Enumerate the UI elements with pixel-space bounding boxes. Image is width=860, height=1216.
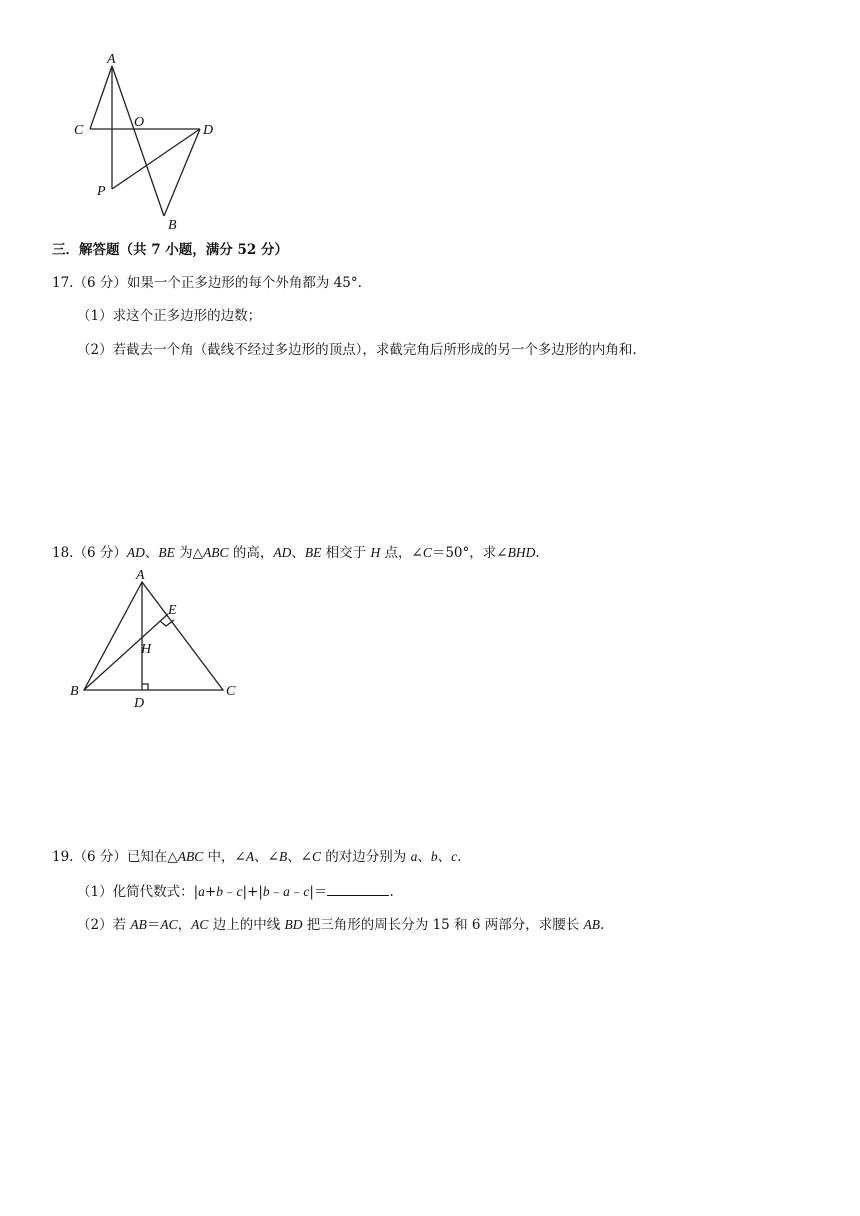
right-angle-mark-e	[160, 620, 174, 626]
question-number: 19.	[52, 849, 74, 865]
label-p: P	[97, 184, 106, 199]
label-h: H	[141, 642, 152, 657]
math-var: AB	[583, 917, 601, 932]
answer-blank	[327, 883, 389, 896]
math-var: A	[245, 849, 255, 864]
math-var: BHD	[507, 545, 536, 560]
text: ﹣	[289, 884, 304, 900]
text: |＝	[309, 884, 328, 900]
math-var: BE	[158, 545, 175, 560]
math-var: ABC	[177, 849, 204, 864]
text: 把三角形的周长分为 15 和 6 两部分，求腰长	[302, 917, 584, 933]
text: .	[389, 884, 394, 900]
label-e: E	[168, 603, 177, 618]
text: +	[204, 884, 217, 900]
math-var: C	[312, 849, 322, 864]
label-b: B	[70, 684, 79, 699]
text: 、	[437, 849, 452, 865]
label-a: A	[107, 52, 116, 67]
label-b: B	[168, 218, 177, 233]
math-var: b	[262, 884, 270, 899]
text: ﹣	[222, 884, 237, 900]
text: ＝50°，求∠	[431, 545, 508, 561]
text: 、	[417, 849, 431, 865]
label-o: O	[134, 115, 145, 130]
text: ，	[177, 917, 192, 933]
question-points: （6 分）	[73, 849, 127, 865]
section-heading: 三．解答题（共 7 小题，满分 52 分）	[52, 242, 288, 258]
question-number: 17.	[52, 275, 74, 291]
math-var: B	[278, 849, 288, 864]
math-var: AC	[191, 917, 209, 932]
math-var: AB	[130, 917, 147, 932]
question-19-part-2	[77, 916, 604, 934]
question-points: （6 分）	[73, 545, 127, 561]
math-var: b	[430, 849, 438, 864]
label-a: A	[136, 568, 145, 583]
label-d: D	[203, 123, 214, 138]
segment-ca	[90, 66, 112, 129]
math-var: ABC	[203, 545, 229, 560]
text: （2）若	[77, 917, 131, 933]
question-17-stem	[52, 274, 362, 292]
text: .	[457, 849, 462, 865]
label-c: C	[226, 684, 236, 699]
math-var: BE	[304, 545, 322, 560]
triangle-abc	[84, 582, 223, 690]
altitude-be	[84, 614, 168, 690]
math-var: a	[198, 884, 205, 899]
math-var: AD	[273, 545, 292, 560]
text: |+|	[242, 884, 263, 900]
question-19-stem	[52, 848, 461, 866]
text: 的高，	[228, 545, 274, 561]
math-var: c	[236, 884, 243, 899]
figure-triangles-aob-cod	[60, 50, 240, 240]
text: 、	[144, 545, 159, 561]
text: 、∠	[254, 849, 279, 865]
text: 、∠	[287, 849, 312, 865]
question-17-part-1: （1）求这个正多边形的边数；	[77, 308, 262, 324]
question-17-part-2: （2）若截去一个角（截线不经过多边形的顶点），求截完角后所形成的另一个多边形的内角和.	[77, 342, 637, 358]
math-var: H	[370, 545, 381, 560]
text: .	[600, 917, 605, 933]
right-angle-mark-d	[142, 684, 148, 690]
question-points: （6 分）	[73, 275, 127, 291]
text: .	[535, 545, 540, 561]
math-var: c	[451, 849, 458, 864]
label-d: D	[134, 696, 145, 711]
math-var: C	[422, 545, 432, 560]
text: 、	[291, 545, 305, 561]
question-19-part-1	[77, 883, 394, 901]
text: ＝	[146, 917, 161, 933]
text: 相交于	[321, 545, 371, 561]
text: 已知在△	[126, 849, 178, 865]
question-text: 如果一个正多边形的每个外角都为 45°.	[126, 275, 362, 291]
question-number: 18.	[52, 545, 74, 561]
math-var: a	[283, 884, 290, 899]
text: ﹣	[269, 884, 284, 900]
figure-triangle-abc-altitudes	[62, 564, 252, 714]
text: 中，∠	[203, 849, 246, 865]
math-var: BD	[284, 917, 303, 932]
text: 点，∠	[380, 545, 423, 561]
text: 的对边分别为	[321, 849, 411, 865]
text: 为△	[174, 545, 204, 561]
math-var: AD	[126, 545, 145, 560]
text: 边上的中线	[208, 917, 285, 933]
segment-pd	[112, 129, 200, 189]
label-c: C	[74, 123, 84, 138]
math-var: a	[410, 849, 418, 864]
math-var: AC	[160, 917, 178, 932]
question-18-stem	[52, 544, 540, 562]
segment-ab	[112, 66, 164, 216]
math-var: b	[216, 884, 223, 899]
text: （1）化简代数式：|	[77, 884, 199, 900]
math-var: c	[303, 884, 310, 899]
